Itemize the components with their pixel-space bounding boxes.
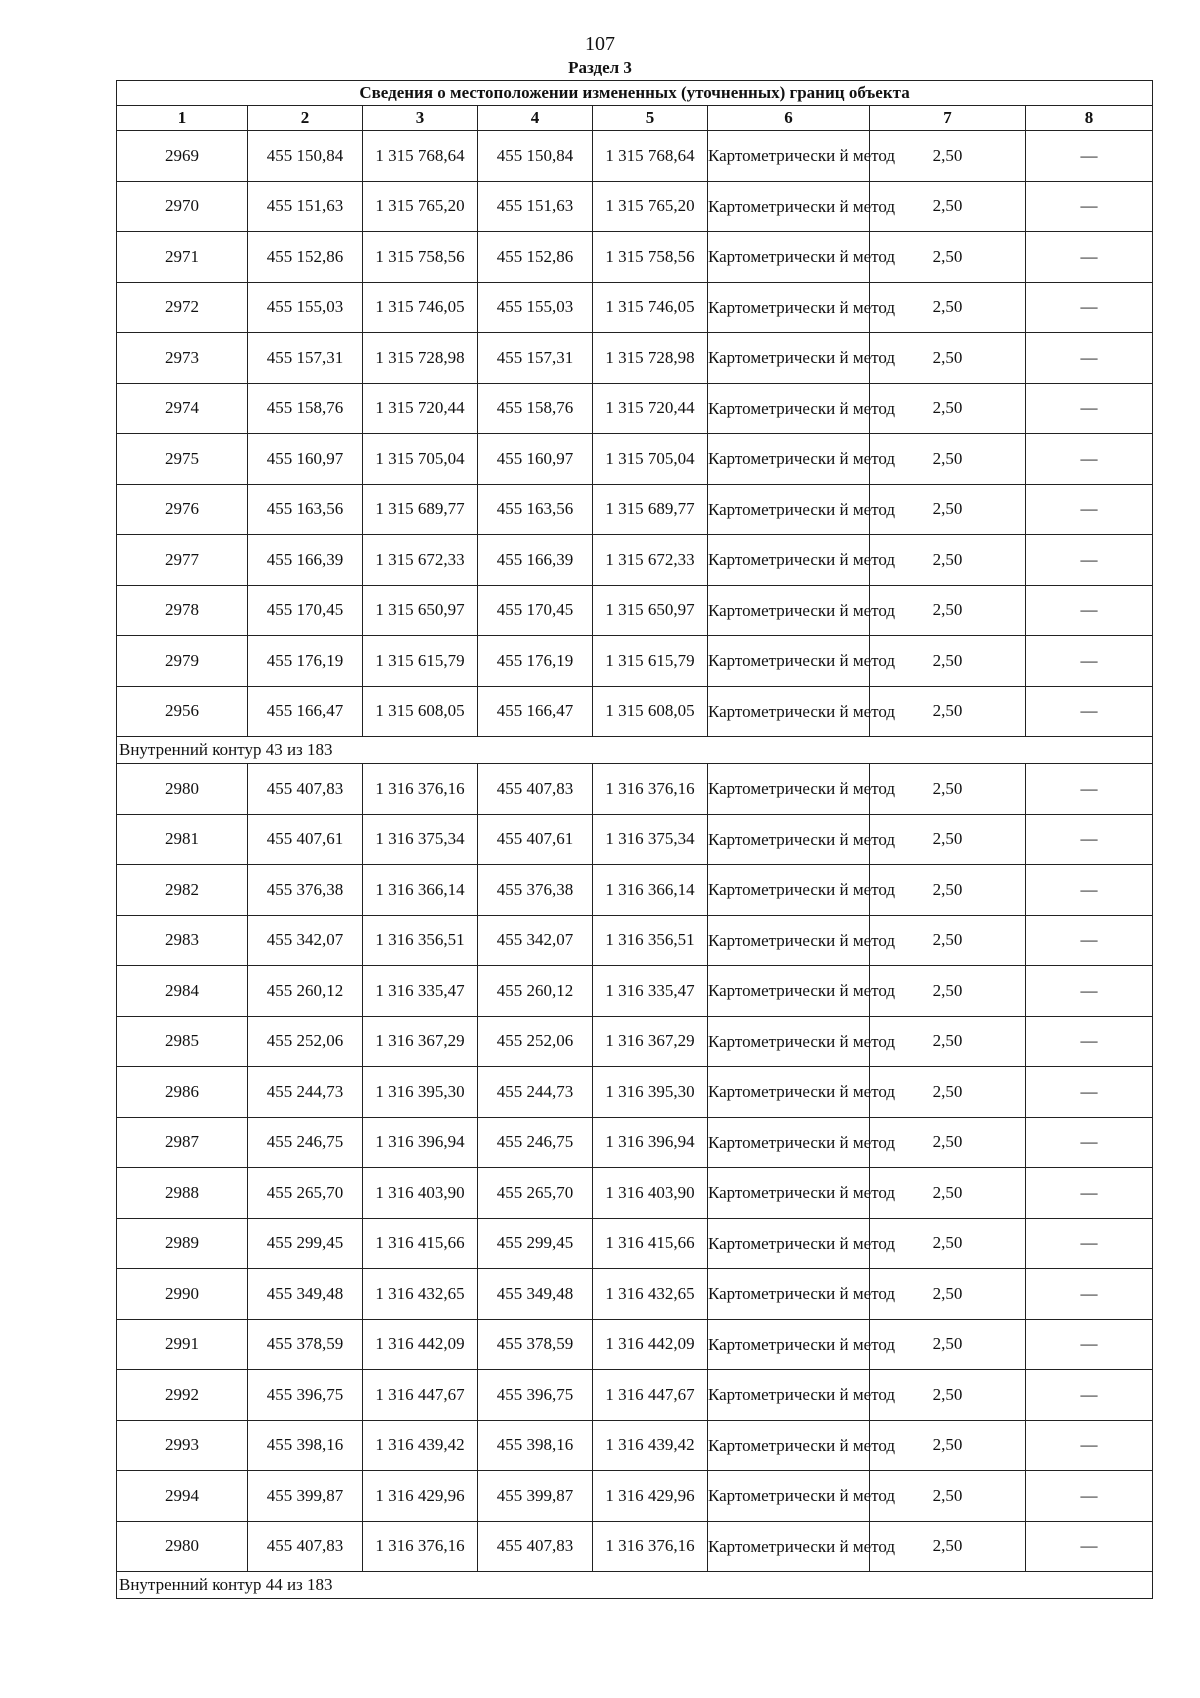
x-new-cell: 455 176,19 xyxy=(478,636,593,687)
point-number-cell: 2994 xyxy=(117,1471,248,1522)
x-old-cell: 455 155,03 xyxy=(248,282,363,333)
x-new-cell: 455 378,59 xyxy=(478,1319,593,1370)
point-number-cell: 2973 xyxy=(117,333,248,384)
column-number-row xyxy=(117,106,1153,131)
x-old-cell: 455 246,75 xyxy=(248,1117,363,1168)
column-number-5: 5 xyxy=(593,106,708,131)
x-old-cell: 455 396,75 xyxy=(248,1370,363,1421)
x-old-cell: 455 244,73 xyxy=(248,1067,363,1118)
x-old-cell: 455 166,47 xyxy=(248,686,363,737)
y-new-cell: 1 315 650,97 xyxy=(593,585,708,636)
x-old-cell: 455 299,45 xyxy=(248,1218,363,1269)
y-old-cell: 1 315 720,44 xyxy=(363,383,478,434)
y-new-cell: 1 316 376,16 xyxy=(593,764,708,815)
y-old-cell: 1 316 356,51 xyxy=(363,915,478,966)
description-cell: — xyxy=(1026,585,1153,636)
column-number-6: 6 xyxy=(708,106,870,131)
point-number-cell: 2970 xyxy=(117,181,248,232)
contour-label: Внутренний контур 44 из 183 xyxy=(117,1572,1153,1599)
point-number-cell: 2971 xyxy=(117,232,248,283)
x-new-cell: 455 166,39 xyxy=(478,535,593,586)
description-cell: — xyxy=(1026,383,1153,434)
x-old-cell: 455 342,07 xyxy=(248,915,363,966)
point-number-cell: 2977 xyxy=(117,535,248,586)
table-row xyxy=(117,686,1153,737)
description-cell: — xyxy=(1026,814,1153,865)
point-number-cell: 2956 xyxy=(117,686,248,737)
accuracy-cell: 2,50 xyxy=(870,814,1026,865)
y-old-cell: 1 315 728,98 xyxy=(363,333,478,384)
accuracy-cell: 2,50 xyxy=(870,1521,1026,1572)
description-cell: — xyxy=(1026,1269,1153,1320)
method-cell: Картометрически й метод xyxy=(708,1269,870,1320)
x-old-cell: 455 349,48 xyxy=(248,1269,363,1320)
accuracy-cell: 2,50 xyxy=(870,333,1026,384)
contour-label: Внутренний контур 43 из 183 xyxy=(117,737,1153,764)
y-old-cell: 1 316 376,16 xyxy=(363,764,478,815)
accuracy-cell: 2,50 xyxy=(870,1471,1026,1522)
description-cell: — xyxy=(1026,1319,1153,1370)
y-old-cell: 1 316 376,16 xyxy=(363,1521,478,1572)
x-new-cell: 455 166,47 xyxy=(478,686,593,737)
point-number-cell: 2993 xyxy=(117,1420,248,1471)
method-cell: Картометрически й метод xyxy=(708,1370,870,1421)
x-new-cell: 455 265,70 xyxy=(478,1168,593,1219)
method-cell: Картометрически й метод xyxy=(708,764,870,815)
table-row xyxy=(117,333,1153,384)
x-old-cell: 455 166,39 xyxy=(248,535,363,586)
x-old-cell: 455 152,86 xyxy=(248,232,363,283)
table-row xyxy=(117,966,1153,1017)
method-cell: Картометрически й метод xyxy=(708,535,870,586)
table-row xyxy=(117,232,1153,283)
description-cell: — xyxy=(1026,1420,1153,1471)
accuracy-cell: 2,50 xyxy=(870,585,1026,636)
x-old-cell: 455 399,87 xyxy=(248,1471,363,1522)
accuracy-cell: 2,50 xyxy=(870,1067,1026,1118)
x-old-cell: 455 252,06 xyxy=(248,1016,363,1067)
y-new-cell: 1 315 705,04 xyxy=(593,434,708,485)
y-old-cell: 1 315 650,97 xyxy=(363,585,478,636)
method-cell: Картометрически й метод xyxy=(708,484,870,535)
y-old-cell: 1 316 395,30 xyxy=(363,1067,478,1118)
description-cell: — xyxy=(1026,1117,1153,1168)
description-cell: — xyxy=(1026,915,1153,966)
x-old-cell: 455 407,83 xyxy=(248,764,363,815)
accuracy-cell: 2,50 xyxy=(870,966,1026,1017)
x-new-cell: 455 398,16 xyxy=(478,1420,593,1471)
accuracy-cell: 2,50 xyxy=(870,915,1026,966)
x-new-cell: 455 244,73 xyxy=(478,1067,593,1118)
accuracy-cell: 2,50 xyxy=(870,434,1026,485)
y-new-cell: 1 316 439,42 xyxy=(593,1420,708,1471)
x-new-cell: 455 260,12 xyxy=(478,966,593,1017)
table-row xyxy=(117,484,1153,535)
x-new-cell: 455 158,76 xyxy=(478,383,593,434)
method-cell: Картометрически й метод xyxy=(708,585,870,636)
page-number: 107 xyxy=(585,33,615,55)
x-old-cell: 455 160,97 xyxy=(248,434,363,485)
description-cell: — xyxy=(1026,484,1153,535)
table-row xyxy=(117,585,1153,636)
y-old-cell: 1 316 429,96 xyxy=(363,1471,478,1522)
y-old-cell: 1 315 608,05 xyxy=(363,686,478,737)
x-new-cell: 455 152,86 xyxy=(478,232,593,283)
table-row xyxy=(117,181,1153,232)
description-cell: — xyxy=(1026,1016,1153,1067)
x-new-cell: 455 157,31 xyxy=(478,333,593,384)
x-old-cell: 455 407,61 xyxy=(248,814,363,865)
method-cell: Картометрически й метод xyxy=(708,434,870,485)
y-new-cell: 1 316 395,30 xyxy=(593,1067,708,1118)
point-number-cell: 2986 xyxy=(117,1067,248,1118)
description-cell: — xyxy=(1026,865,1153,916)
y-old-cell: 1 315 705,04 xyxy=(363,434,478,485)
table-row xyxy=(117,1016,1153,1067)
column-number-8: 8 xyxy=(1026,106,1153,131)
x-new-cell: 455 170,45 xyxy=(478,585,593,636)
table-row xyxy=(117,1319,1153,1370)
y-old-cell: 1 315 689,77 xyxy=(363,484,478,535)
x-old-cell: 455 150,84 xyxy=(248,131,363,182)
y-new-cell: 1 316 442,09 xyxy=(593,1319,708,1370)
description-cell: — xyxy=(1026,1218,1153,1269)
y-new-cell: 1 316 432,65 xyxy=(593,1269,708,1320)
point-number-cell: 2982 xyxy=(117,865,248,916)
method-cell: Картометрически й метод xyxy=(708,1016,870,1067)
x-new-cell: 455 151,63 xyxy=(478,181,593,232)
x-new-cell: 455 349,48 xyxy=(478,1269,593,1320)
table-row xyxy=(117,1218,1153,1269)
point-number-cell: 2989 xyxy=(117,1218,248,1269)
point-number-cell: 2990 xyxy=(117,1269,248,1320)
y-new-cell: 1 315 728,98 xyxy=(593,333,708,384)
accuracy-cell: 2,50 xyxy=(870,1370,1026,1421)
description-cell: — xyxy=(1026,1471,1153,1522)
table-row xyxy=(117,131,1153,182)
table-row xyxy=(117,636,1153,687)
y-old-cell: 1 315 746,05 xyxy=(363,282,478,333)
description-cell: — xyxy=(1026,181,1153,232)
y-old-cell: 1 315 672,33 xyxy=(363,535,478,586)
method-cell: Картометрически й метод xyxy=(708,1521,870,1572)
method-cell: Картометрически й метод xyxy=(708,1117,870,1168)
x-old-cell: 455 376,38 xyxy=(248,865,363,916)
y-old-cell: 1 316 447,67 xyxy=(363,1370,478,1421)
accuracy-cell: 2,50 xyxy=(870,764,1026,815)
y-new-cell: 1 315 615,79 xyxy=(593,636,708,687)
description-cell: — xyxy=(1026,1521,1153,1572)
method-cell: Картометрически й метод xyxy=(708,1319,870,1370)
column-number-7: 7 xyxy=(870,106,1026,131)
table-row xyxy=(117,915,1153,966)
description-cell: — xyxy=(1026,1168,1153,1219)
accuracy-cell: 2,50 xyxy=(870,1420,1026,1471)
accuracy-cell: 2,50 xyxy=(870,1016,1026,1067)
method-cell: Картометрически й метод xyxy=(708,1218,870,1269)
point-number-cell: 2969 xyxy=(117,131,248,182)
x-old-cell: 455 378,59 xyxy=(248,1319,363,1370)
x-new-cell: 455 376,38 xyxy=(478,865,593,916)
y-old-cell: 1 316 442,09 xyxy=(363,1319,478,1370)
y-new-cell: 1 315 765,20 xyxy=(593,181,708,232)
description-cell: — xyxy=(1026,686,1153,737)
table-row xyxy=(117,535,1153,586)
accuracy-cell: 2,50 xyxy=(870,484,1026,535)
x-new-cell: 455 407,83 xyxy=(478,1521,593,1572)
point-number-cell: 2975 xyxy=(117,434,248,485)
x-new-cell: 455 407,83 xyxy=(478,764,593,815)
description-cell: — xyxy=(1026,434,1153,485)
y-new-cell: 1 315 758,56 xyxy=(593,232,708,283)
point-number-cell: 2985 xyxy=(117,1016,248,1067)
point-number-cell: 2974 xyxy=(117,383,248,434)
method-cell: Картометрически й метод xyxy=(708,333,870,384)
x-new-cell: 455 342,07 xyxy=(478,915,593,966)
y-old-cell: 1 315 765,20 xyxy=(363,181,478,232)
table-row xyxy=(117,1420,1153,1471)
x-new-cell: 455 407,61 xyxy=(478,814,593,865)
column-number-3: 3 xyxy=(363,106,478,131)
description-cell: — xyxy=(1026,282,1153,333)
x-new-cell: 455 155,03 xyxy=(478,282,593,333)
coordinates-table xyxy=(116,80,1153,1599)
x-new-cell: 455 246,75 xyxy=(478,1117,593,1168)
y-new-cell: 1 315 768,64 xyxy=(593,131,708,182)
description-cell: — xyxy=(1026,764,1153,815)
x-old-cell: 455 407,83 xyxy=(248,1521,363,1572)
x-old-cell: 455 163,56 xyxy=(248,484,363,535)
description-cell: — xyxy=(1026,232,1153,283)
point-number-cell: 2991 xyxy=(117,1319,248,1370)
point-number-cell: 2980 xyxy=(117,1521,248,1572)
method-cell: Картометрически й метод xyxy=(708,814,870,865)
point-number-cell: 2992 xyxy=(117,1370,248,1421)
method-cell: Картометрически й метод xyxy=(708,1168,870,1219)
description-cell: — xyxy=(1026,1067,1153,1118)
y-new-cell: 1 315 720,44 xyxy=(593,383,708,434)
y-new-cell: 1 315 746,05 xyxy=(593,282,708,333)
table-row xyxy=(117,1370,1153,1421)
x-new-cell: 455 163,56 xyxy=(478,484,593,535)
x-new-cell: 455 396,75 xyxy=(478,1370,593,1421)
description-cell: — xyxy=(1026,535,1153,586)
point-number-cell: 2987 xyxy=(117,1117,248,1168)
accuracy-cell: 2,50 xyxy=(870,1319,1026,1370)
y-old-cell: 1 316 432,65 xyxy=(363,1269,478,1320)
description-cell: — xyxy=(1026,966,1153,1017)
table-row xyxy=(117,1117,1153,1168)
y-new-cell: 1 316 356,51 xyxy=(593,915,708,966)
method-cell: Картометрически й метод xyxy=(708,865,870,916)
accuracy-cell: 2,50 xyxy=(870,1269,1026,1320)
table-body xyxy=(117,131,1153,1599)
accuracy-cell: 2,50 xyxy=(870,383,1026,434)
table-caption: Сведения о местоположении измененных (уточненных) границ объекта xyxy=(117,81,1153,106)
table-row xyxy=(117,1269,1153,1320)
x-old-cell: 455 158,76 xyxy=(248,383,363,434)
accuracy-cell: 2,50 xyxy=(870,1117,1026,1168)
x-old-cell: 455 176,19 xyxy=(248,636,363,687)
table-row xyxy=(117,434,1153,485)
x-old-cell: 455 260,12 xyxy=(248,966,363,1017)
method-cell: Картометрически й метод xyxy=(708,282,870,333)
accuracy-cell: 2,50 xyxy=(870,1168,1026,1219)
x-new-cell: 455 299,45 xyxy=(478,1218,593,1269)
description-cell: — xyxy=(1026,636,1153,687)
method-cell: Картометрически й метод xyxy=(708,181,870,232)
y-new-cell: 1 316 376,16 xyxy=(593,1521,708,1572)
accuracy-cell: 2,50 xyxy=(870,1218,1026,1269)
table-row xyxy=(117,865,1153,916)
y-new-cell: 1 316 375,34 xyxy=(593,814,708,865)
contour-label-row xyxy=(117,737,1153,764)
x-new-cell: 455 399,87 xyxy=(478,1471,593,1522)
accuracy-cell: 2,50 xyxy=(870,181,1026,232)
point-number-cell: 2976 xyxy=(117,484,248,535)
x-old-cell: 455 170,45 xyxy=(248,585,363,636)
x-new-cell: 455 252,06 xyxy=(478,1016,593,1067)
table-row xyxy=(117,764,1153,815)
y-new-cell: 1 315 672,33 xyxy=(593,535,708,586)
y-old-cell: 1 315 758,56 xyxy=(363,232,478,283)
description-cell: — xyxy=(1026,333,1153,384)
method-cell: Картометрически й метод xyxy=(708,686,870,737)
contour-label-row xyxy=(117,1572,1153,1599)
accuracy-cell: 2,50 xyxy=(870,636,1026,687)
x-old-cell: 455 151,63 xyxy=(248,181,363,232)
point-number-cell: 2972 xyxy=(117,282,248,333)
y-old-cell: 1 316 366,14 xyxy=(363,865,478,916)
x-old-cell: 455 157,31 xyxy=(248,333,363,384)
x-old-cell: 455 398,16 xyxy=(248,1420,363,1471)
y-old-cell: 1 315 768,64 xyxy=(363,131,478,182)
method-cell: Картометрически й метод xyxy=(708,966,870,1017)
column-number-1: 1 xyxy=(117,106,248,131)
method-cell: Картометрически й метод xyxy=(708,131,870,182)
column-number-4: 4 xyxy=(478,106,593,131)
table-row xyxy=(117,383,1153,434)
y-new-cell: 1 315 689,77 xyxy=(593,484,708,535)
method-cell: Картометрически й метод xyxy=(708,1471,870,1522)
y-old-cell: 1 316 439,42 xyxy=(363,1420,478,1471)
method-cell: Картометрически й метод xyxy=(708,636,870,687)
point-number-cell: 2988 xyxy=(117,1168,248,1219)
y-old-cell: 1 316 403,90 xyxy=(363,1168,478,1219)
method-cell: Картометрически й метод xyxy=(708,232,870,283)
accuracy-cell: 2,50 xyxy=(870,865,1026,916)
point-number-cell: 2980 xyxy=(117,764,248,815)
accuracy-cell: 2,50 xyxy=(870,686,1026,737)
section-title: Раздел 3 xyxy=(568,58,632,77)
accuracy-cell: 2,50 xyxy=(870,131,1026,182)
y-old-cell: 1 316 335,47 xyxy=(363,966,478,1017)
table-row xyxy=(117,1168,1153,1219)
accuracy-cell: 2,50 xyxy=(870,535,1026,586)
description-cell: — xyxy=(1026,1370,1153,1421)
y-new-cell: 1 316 447,67 xyxy=(593,1370,708,1421)
y-new-cell: 1 316 429,96 xyxy=(593,1471,708,1522)
table-row xyxy=(117,282,1153,333)
y-new-cell: 1 316 396,94 xyxy=(593,1117,708,1168)
y-new-cell: 1 316 335,47 xyxy=(593,966,708,1017)
method-cell: Картометрически й метод xyxy=(708,1420,870,1471)
y-new-cell: 1 316 366,14 xyxy=(593,865,708,916)
x-new-cell: 455 160,97 xyxy=(478,434,593,485)
y-old-cell: 1 315 615,79 xyxy=(363,636,478,687)
table-row xyxy=(117,1471,1153,1522)
y-old-cell: 1 316 396,94 xyxy=(363,1117,478,1168)
point-number-cell: 2979 xyxy=(117,636,248,687)
x-old-cell: 455 265,70 xyxy=(248,1168,363,1219)
description-cell: — xyxy=(1026,131,1153,182)
table-row xyxy=(117,1067,1153,1118)
y-old-cell: 1 316 375,34 xyxy=(363,814,478,865)
y-new-cell: 1 316 367,29 xyxy=(593,1016,708,1067)
y-old-cell: 1 316 415,66 xyxy=(363,1218,478,1269)
method-cell: Картометрически й метод xyxy=(708,1067,870,1118)
point-number-cell: 2984 xyxy=(117,966,248,1017)
accuracy-cell: 2,50 xyxy=(870,282,1026,333)
y-old-cell: 1 316 367,29 xyxy=(363,1016,478,1067)
method-cell: Картометрически й метод xyxy=(708,383,870,434)
point-number-cell: 2981 xyxy=(117,814,248,865)
table-row xyxy=(117,814,1153,865)
x-new-cell: 455 150,84 xyxy=(478,131,593,182)
method-cell: Картометрически й метод xyxy=(708,915,870,966)
y-new-cell: 1 316 403,90 xyxy=(593,1168,708,1219)
point-number-cell: 2978 xyxy=(117,585,248,636)
y-new-cell: 1 315 608,05 xyxy=(593,686,708,737)
point-number-cell: 2983 xyxy=(117,915,248,966)
accuracy-cell: 2,50 xyxy=(870,232,1026,283)
column-number-2: 2 xyxy=(248,106,363,131)
table-row xyxy=(117,1521,1153,1572)
y-new-cell: 1 316 415,66 xyxy=(593,1218,708,1269)
